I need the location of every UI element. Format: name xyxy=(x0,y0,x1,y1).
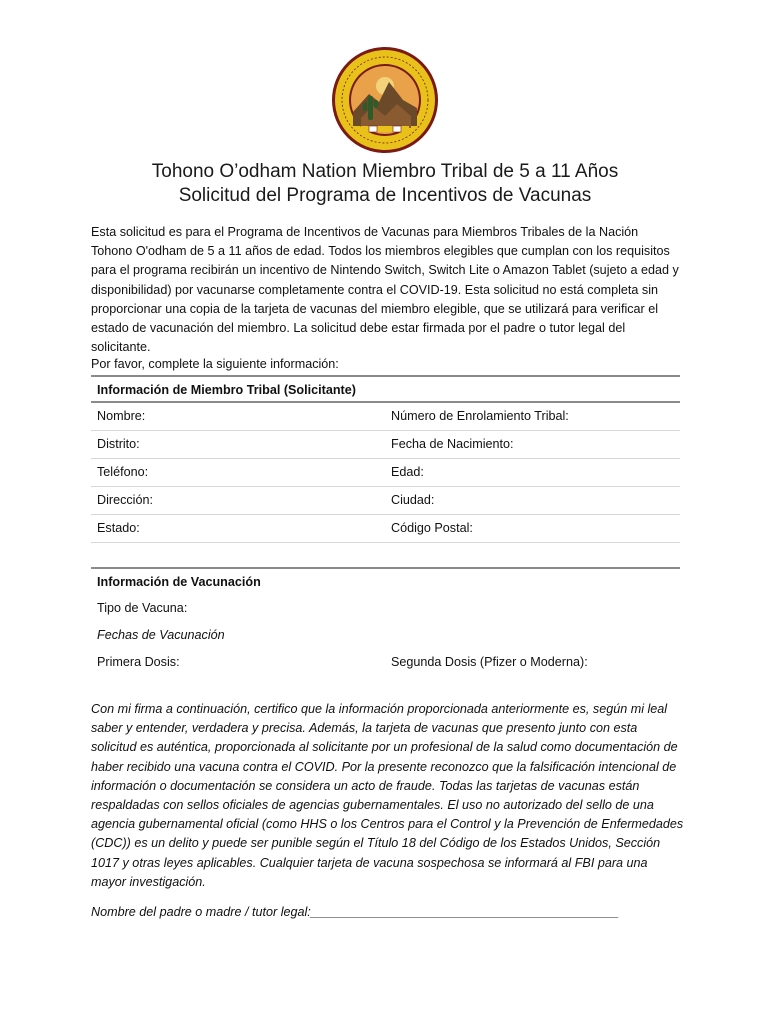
member-info-heading-row xyxy=(91,377,680,403)
form-row xyxy=(91,649,680,677)
form-row xyxy=(91,595,680,622)
tribal-seal-logo xyxy=(331,46,439,154)
form-row xyxy=(91,459,680,487)
phone-field-label[interactable]: Teléfono: xyxy=(97,465,149,479)
age-field-label[interactable]: Edad: xyxy=(391,465,424,479)
vaccine-info-table xyxy=(91,567,680,677)
state-field-label[interactable]: Estado: xyxy=(97,521,140,535)
vaccine-info-heading: Información de Vacunación xyxy=(97,575,261,589)
postal-code-field-label[interactable]: Código Postal: xyxy=(391,521,473,535)
member-info-heading: Información de Miembro Tribal (Solicitante) xyxy=(97,383,356,397)
certification-statement: Con mi firma a continuación, certifico que la información proporcionada anteriormente es, según mi leal saber y entender, verdadera y precisa. Además, la tarjeta de vacunas que presento junto con esta solicitud es auténtica, proporcionada al solicitante por un profesional de la salud como documentación de haber recibido una vacuna contra el COVID. Por la presente reconozco que la falsificación intencional de información o documentación se considera un acto de fraude. Todas las tarjetas de vacunas están respaldadas con sellos oficiales de agencias gubernamentales. El uso no autorizado del sello de una agencia gubernamental oficial (como HHS o los Centros para el Control y la Prevención de Enfermedades (CDC)) es un delito y puede ser punible según el Título 18 del Código de los Estados Unidos, Sección 1017 y otras leyes aplicables. Cualquier tarjeta de vacuna sospechosa se informará al FBI para una mayor investigación. xyxy=(91,702,684,889)
second-dose-field-label[interactable]: Segunda Dosis (Pfizer o Moderna): xyxy=(391,655,588,669)
birth-date-field-label[interactable]: Fecha de Nacimiento: xyxy=(391,437,514,451)
enrollment-number-field-label[interactable]: Número de Enrolamiento Tribal: xyxy=(391,409,569,423)
guardian-signature-line[interactable]: Nombre del padre o madre / tutor legal:____________________________________________ xyxy=(91,905,619,919)
name-field-label[interactable]: Nombre: xyxy=(97,409,146,423)
member-info-table xyxy=(91,375,680,543)
vaccine-info-heading-row xyxy=(91,569,680,595)
form-row xyxy=(91,515,680,543)
district-field-label[interactable]: Distrito: xyxy=(97,437,140,451)
form-row xyxy=(91,622,680,649)
address-field-label[interactable]: Dirección: xyxy=(97,493,153,507)
first-dose-field-label[interactable]: Primera Dosis: xyxy=(97,655,180,669)
intro-paragraph: Esta solicitud es para el Programa de Incentivos de Vacunas para Miembros Tribales de la Nación Tohono O'odham de 5 a 11 años de edad. Todos los miembros elegibles que cumplan con los requisitos para el programa recibirán un incentivo de Nintendo Switch, Switch Lite o Amazon Tablet (sujeto a edad y disponibilidad) por vacunarse completamente contra el COVID-19. Esta solicitud no está completa sin proporcionar una copia de la tarjeta de vacunas del miembro elegible, que se utilizará para verificar el estado de vacunación del miembro. La solicitud debe estar firmada por el padre o tutor legal del solicitante. xyxy=(91,225,679,355)
form-row xyxy=(91,403,680,431)
city-field-label[interactable]: Ciudad: xyxy=(391,493,435,507)
vaccine-type-field-label[interactable]: Tipo de Vacuna: xyxy=(97,601,188,615)
page-title-line-1: Tohono O’odham Nation Miembro Tribal de 5 a 11 Años xyxy=(151,161,619,182)
instructions-prompt: Por favor, complete la siguiente información: xyxy=(91,357,339,371)
vaccination-dates-label: Fechas de Vacunación xyxy=(97,628,225,642)
form-row xyxy=(91,431,680,459)
page-title-line-2: Solicitud del Programa de Incentivos de Vacunas xyxy=(178,185,592,206)
form-row xyxy=(91,487,680,515)
